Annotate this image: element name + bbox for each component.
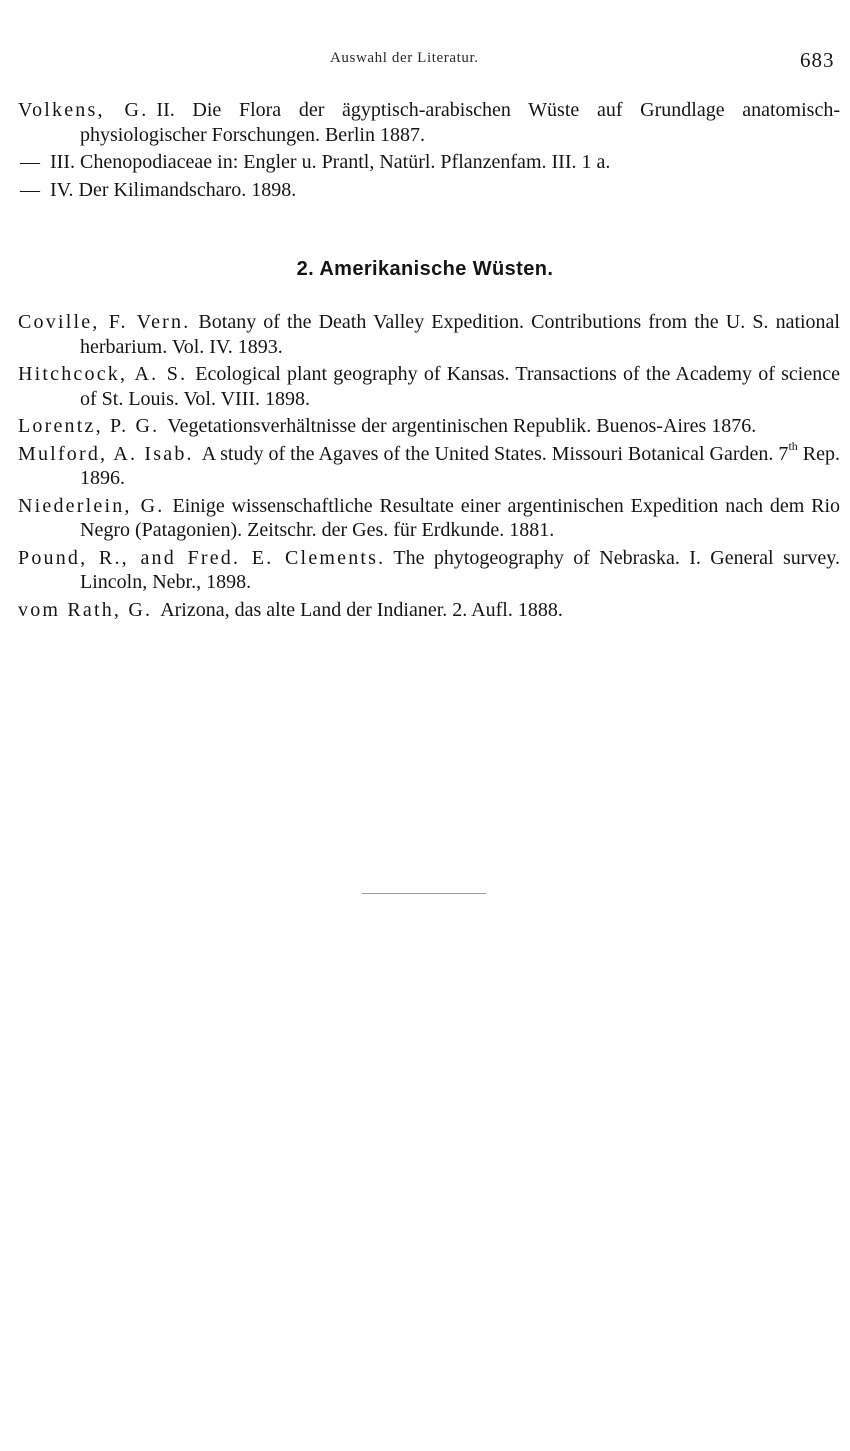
reference-text: Ecological plant geography of Kansas. Transactions of the Academy of science of St. Louis. Vol. VIII. 1898.: [80, 363, 840, 410]
reference-text: Einige wissenschaftliche Resultate einer argentinischen Expedition nach dem Rio Negro (Patagonien). Zeitschr. der Ges. für Erdkunde. 1881.: [80, 494, 840, 541]
page-number: 683: [800, 48, 835, 72]
reference-text: The phytogeography of Nebraska. I. General survey. Lincoln, Nebr., 1898.: [80, 546, 840, 593]
reference-entry: [18, 414, 840, 439]
reference-entry: [18, 494, 840, 543]
reference-entry: [18, 98, 840, 147]
reference-entry: [18, 150, 840, 175]
american-deserts-references: [18, 310, 840, 625]
ditto-dash: —: [20, 178, 40, 201]
ditto-dash: —: [20, 151, 40, 173]
reference-text: III. Chenopodiaceae in: Engler u. Prantl, Natürl. Pflanzenfam. III. 1 a.: [50, 151, 611, 173]
volkens-references: [18, 98, 840, 205]
reference-entry: [18, 178, 840, 203]
reference-text: Arizona, das alte Land der Indianer. 2. Aufl. 1888.: [160, 598, 563, 621]
reference-author: Hitchcock, A. S.: [18, 363, 188, 385]
reference-entry: [18, 546, 840, 595]
section-heading: 2. Amerikanische Wüsten.: [296, 258, 554, 280]
reference-entry: [18, 310, 840, 359]
reference-author: Lorentz, P. G.: [18, 415, 160, 437]
reference-text: Vegetationsverhältnisse der argentinischen Republik. Buenos-Aires 1876.: [167, 415, 757, 437]
reference-text: A study of the Agaves of the United States. Missouri Botanical Garden. 7: [201, 442, 789, 465]
reference-entry: [18, 438, 841, 491]
running-head: [0, 48, 850, 72]
reference-author: Niederlein, G.: [18, 494, 165, 517]
reference-entry: [18, 362, 840, 411]
reference-text-continued: Rep. 1896.: [80, 442, 841, 489]
reference-text: II. Die Flora der ägyptisch-arabischen Wüste auf Grundlage anatomisch-physiologischer Forschungen. Berlin 1887.: [80, 99, 840, 146]
reference-text: IV. Der Kilimandscharo. 1898.: [50, 178, 297, 201]
reference-text: Botany of the Death Valley Expedition. Contributions from the U. S. national herbarium. Vol. IV. 1893.: [80, 311, 840, 358]
reference-entry: [18, 598, 840, 623]
section-end-rule: [362, 893, 486, 894]
reference-author: vom Rath, G.: [18, 598, 153, 621]
ordinal-superscript: th: [788, 438, 798, 453]
running-title: Auswahl der Literatur.: [330, 50, 479, 66]
reference-author: Mulford, A. Isab.: [18, 442, 194, 465]
reference-author: Coville, F. Vern.: [18, 311, 191, 333]
reference-author: Pound, R., and Fred. E. Clements.: [18, 546, 386, 569]
reference-author: Volkens, G.: [18, 99, 149, 121]
